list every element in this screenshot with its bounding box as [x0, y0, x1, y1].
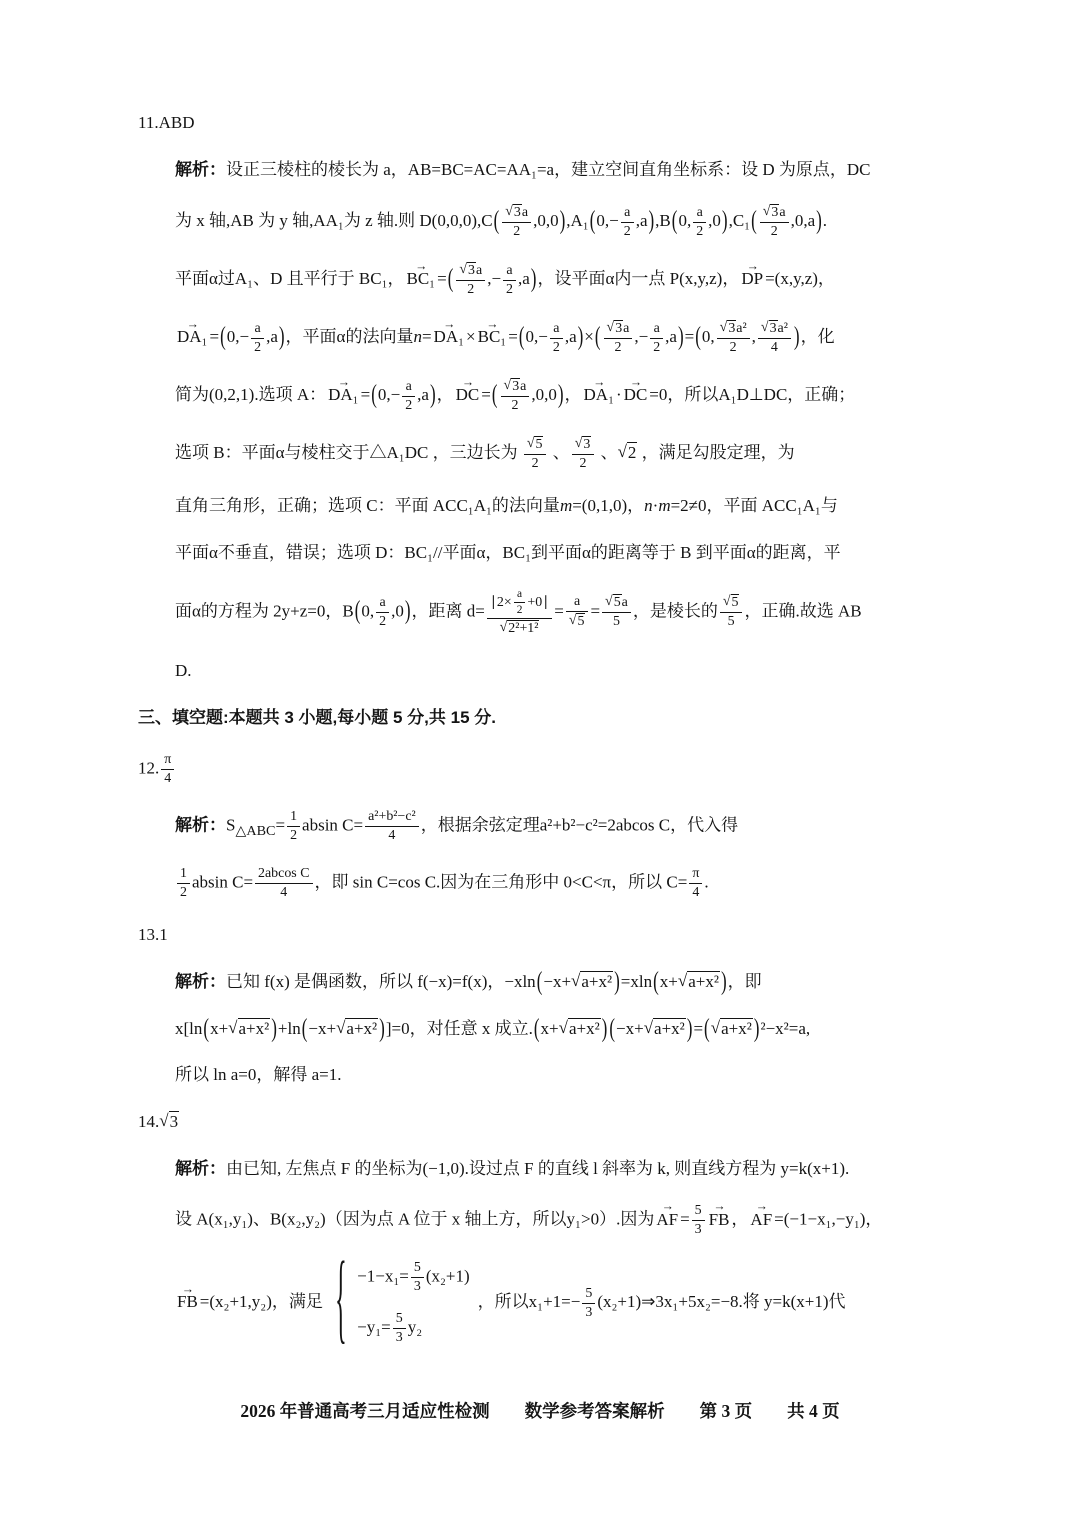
section-3-heading: 三、填空题:本题共 3 小题,每小题 5 分,共 15 分. — [138, 707, 496, 727]
page-footer: 2026 年普通高考三月适应性检测 数学参考答案解析 第 3 页 共 4 页 — [240, 1401, 840, 1421]
solution-line: 解析：已知 f(x) 是偶函数，所以 f(−x)=f(x)，−xln(−x+√a+x² )=xln(x+√a+x² )，即 — [175, 966, 762, 996]
solution-line: FB → =(x₂+1,y₂)，满足 { −1−x₁= $\frac{5}{3}$ (x₂+1) −y₁= $\frac{5}{3}$ y₂ ，所以x₁+1=− $\frac{5}{3}$ (x₂+1)⇒3x₁+5x₂=−8.将 y=k(x+1)代 — [175, 1249, 990, 1357]
answers-content — [138, 100, 990, 1357]
answer-12: 12. $\frac{\pi}{4}$ — [138, 741, 990, 798]
solution-line: DA₁ → =(0,− $\frac{a}{2}$ ,a)，平面α的法向量n= DA₁ → × BC₁ → =(0,− $\frac{a}{2}$ ,a)×( $\frac{√3a}{2}$ ,− $\frac{a}{2}$ ,a)=(0, $\frac{\text{√3a²}}{2}$ , $\frac{\text{√3a²}}{4}$ )，化 — [175, 309, 990, 367]
answer-13: 13.1 — [138, 925, 168, 945]
answer-11: 11.ABD — [138, 113, 195, 132]
solution-line: $\frac{1}{2}$ absin C= $\frac{\text{2abcos C}}{4}$ ，即 sin C=cos C.因为在三角形中 0<C<π，所以 C= $\frac{\pi}{4}$ . — [175, 855, 990, 912]
solution-line: 简为(0,2,1).选项 A： DA₁ → =(0,− $\frac{a}{2}$ ,a)， DC → =( $\frac{√3a}{2}$ ,0,0)， DA₁ → · DC → =0，所以A₁D⊥DC，正确； — [175, 367, 990, 425]
solution-line: D. — [175, 661, 192, 681]
solution-line: x[ln(x+√a+x² )+ln(−x+√a+x² )]=0，对任意 x 成立.(x+√a+x² ) (−x+√a+x² )=(√a+x² )²−x²=a, — [175, 1012, 811, 1043]
solution-line: 平面α不垂直，错误；选项 D：BC₁//平面α，BC₁到平面α的距离等于 B 到平面α的距离，平 — [175, 543, 841, 563]
solution-line: 选项 B：平面α与棱柱交于△A₁DC ，三边长为 $\frac{√5}{2}$ 、 $\frac{√3}{2}$ 、√2 ，满足勾股定理，为 — [175, 436, 795, 472]
solution-line: 解析：由已知, 左焦点 F 的坐标为(−1,0).设过点 F 的直线 l 斜率为 k, 则直线方程为 y=k(x+1). — [175, 1158, 850, 1178]
solution-13 — [175, 959, 990, 1099]
solution-12 — [175, 798, 990, 912]
solution-line: 解析：$S_{\triangle ABC}=$ $\frac{1}{2}$ absin C= $\frac{\text{a²+b²−c²}}{4}$ ，根据余弦定理a²+b²−c²=2abcos C，代入得 — [175, 809, 739, 844]
solution-14 — [175, 1146, 990, 1358]
solution-line: 直角三角形，正确；选项 C：平面 ACC₁A₁的法向量m=(0,1,0)，n·m=2≠0，平面 ACC₁A₁与 — [175, 496, 838, 516]
answer-14: 14.√3 — [138, 1110, 179, 1131]
solution-11 — [175, 147, 990, 695]
solution-line: 设 A(x₁,y₁)、B(x₂,y₂)（因为点 A 位于 x 轴上方，所以y₁>0）.因为 AF → = $\frac{5}{3}$ FB → ， AF → =(−1−x₁,−y₁)， — [175, 1192, 990, 1249]
solution-line: 面α的方程为 2y+z=0，B(0, $\frac{a}{2}$ ,0)，距离 d= ∣2× $\frac{a}{2}$ +0∣ √2²+1² = $\frac{a}{√5}$ = $\frac{√5a}{5}$ ，是棱长的 $\frac{√5}{5}$ ，正确.故选 AB — [175, 587, 862, 636]
solution-line: 为 x 轴,AB 为 y 轴,AA₁为 z 轴.则 D(0,0,0),C( $\frac{√3a}{2}$ ,0,0),A₁(0,− $\frac{a}{2}$ ,a),B(0, $\frac{a}{2}$ ,0),C₁( $\frac{√3a}{2}$ ,0,a). — [175, 204, 828, 240]
solution-line: 所以 ln a=0，解得 a=1. — [175, 1065, 342, 1085]
solution-line: 平面α过A₁、D 且平行于 BC₁， BC₁ → =( $\frac{√3a}{2}$ ,− $\frac{a}{2}$ ,a)，设平面α内一点 P(x,y,z)， DP → =(x,y,z)， — [175, 251, 990, 309]
solution-line: 解析：设正三棱柱的棱长为 a，AB=BC=AC=AA₁=a，建立空间直角坐标系：设 D 为原点，DC — [175, 159, 871, 179]
